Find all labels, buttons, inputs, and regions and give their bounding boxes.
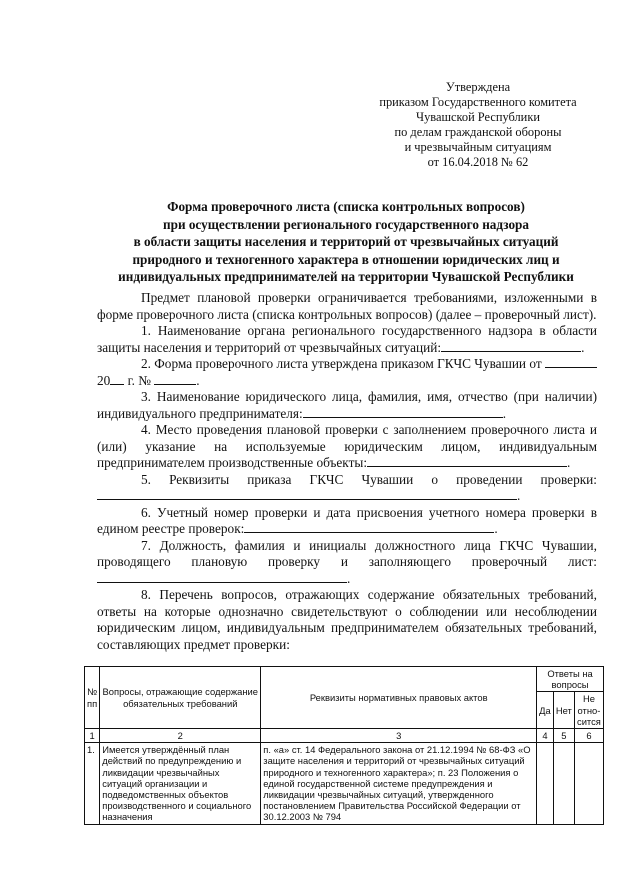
blank-field[interactable] <box>441 340 581 352</box>
blank-field[interactable] <box>244 521 494 533</box>
approval-line: по делам гражданской обороны <box>394 125 562 139</box>
approval-line: Чувашской Республики <box>416 110 540 124</box>
item-6: 6. Учетный номер проверки и дата присвоения учетного номера проверки в едином реестре проверок: . <box>97 504 597 536</box>
item-7-text: 7. Должность, фамилия и инициалы должностного лица ГКЧС Чувашии, проводящего плановую проверку и заполняющего проверочный лист: <box>97 537 597 569</box>
item-5: 5. Реквизиты приказа ГКЧС Чувашии о проведении проверки:. <box>97 472 597 505</box>
column-number: 5 <box>553 729 574 743</box>
column-number: 6 <box>574 729 603 743</box>
row-requisites: п. «а» ст. 14 Федерального закона от 21.12.1994 № 68-ФЗ «О защите населения и территорий от чрезвычайных ситуаций природного и техногенного характера»; п. 23 Положения о единой государственной системе предупреждения и ликвидации чрезвычайных ситуаций, утвержденного постановлением Правительства Российской Федерации от 30.12.2003 № 794 <box>261 743 537 824</box>
blank-field[interactable] <box>97 488 517 500</box>
answer-na-cell[interactable] <box>574 743 603 824</box>
header-question: Вопросы, отражающие содержание обязательных требований <box>100 667 261 729</box>
column-number: 2 <box>100 729 261 743</box>
table-header-row <box>85 667 604 692</box>
item-4: 4. Место проведения плановой проверки с заполнением проверочного листа и (или) указание на используемые юридическим лицом, индивидуальным предпринимателем производственные объекты: . <box>97 422 597 470</box>
document-title <box>90 198 602 286</box>
year-prefix: 20 <box>97 372 111 388</box>
header-na: Не отно- сится <box>574 692 603 729</box>
number-label: г. № <box>127 372 151 388</box>
column-number: 1 <box>85 729 100 743</box>
item-1: 1. Наименование органа регионального государственного надзора в области защиты населения и территорий от чрезвычайных ситуаций: . <box>97 323 597 355</box>
title-line: Форма проверочного листа (списка контрольных вопросов) <box>167 199 525 214</box>
item-3: 3. Наименование юридического лица, фамилия, имя, отчество (при наличии) индивидуального предпринимателя: . <box>97 389 597 421</box>
item-7: 7. Должность, фамилия и инициалы должностного лица ГКЧС Чувашии, проводящего плановую проверку и заполняющего проверочный лист:. <box>97 537 597 586</box>
header-no: Нет <box>553 692 574 729</box>
document-body <box>97 290 597 653</box>
item-3-text: 3. Наименование юридического лица, фамилия, имя, отчество (при наличии) индивидуального предпринимателя: <box>97 389 597 421</box>
header-answers: Ответы на вопросы <box>537 667 604 692</box>
approval-block <box>368 80 588 170</box>
checklist-table <box>84 666 604 825</box>
blank-field[interactable] <box>154 373 196 385</box>
column-number: 4 <box>537 729 554 743</box>
item-5-text: 5. Реквизиты приказа ГКЧС Чувашии о проведении проверки: <box>141 471 597 487</box>
title-line: при осуществлении регионального государственного надзора <box>163 216 529 232</box>
title-line: в области защиты населения и территорий от чрезвычайных ситуаций <box>133 234 559 249</box>
intro-paragraph: Предмет плановой проверки ограничивается требованиями, изложенными в форме проверочного листа (списка контрольных вопросов) (далее – проверочный лист). <box>97 290 597 322</box>
header-num: № пп <box>85 667 100 729</box>
column-number-row <box>85 729 604 743</box>
approval-line: от 16.04.2018 № 62 <box>427 155 529 169</box>
item-1-text: 1. Наименование органа регионального государственного надзора в области защиты населения и территорий от чрезвычайных ситуаций: <box>97 323 597 355</box>
item-2: 2. Форма проверочного листа утверждена приказом ГКЧС Чувашии от 20 г. № . <box>97 356 597 389</box>
blank-field[interactable] <box>97 571 347 583</box>
item-2-text: 2. Форма проверочного листа утверждена приказом ГКЧС Чувашии от <box>141 356 542 371</box>
answer-yes-cell[interactable] <box>537 743 554 824</box>
title-line: индивидуальных предпринимателей на территории Чувашской Республики <box>118 269 574 284</box>
approval-line: и чрезвычайным ситуациям <box>404 140 552 154</box>
header-yes: Да <box>537 692 554 729</box>
approval-line: приказом Государственного комитета <box>379 95 577 109</box>
column-number: 3 <box>261 729 537 743</box>
table-row <box>85 743 604 824</box>
row-num: 1. <box>85 743 100 824</box>
approval-line: Утверждена <box>445 80 511 94</box>
header-requisites: Реквизиты нормативных правовых актов <box>261 667 537 729</box>
blank-field[interactable] <box>110 373 124 385</box>
item-4-text: 4. Место проведения плановой проверки с заполнением проверочного листа и (или) указание на используемые юридическим лицом, индивидуальным предпринимателем производственные объекты: <box>97 422 597 470</box>
blank-field[interactable] <box>303 406 503 418</box>
title-line: природного и техногенного характера в отношении юридических лиц и <box>132 251 560 267</box>
blank-field[interactable] <box>545 356 597 368</box>
item-6-text: 6. Учетный номер проверки и дата присвоения учетного номера проверки в едином реестре проверок: <box>97 504 597 536</box>
row-question: Имеется утверждённый план действий по предупреждению и ликвидации чрезвычайных ситуаций организации и подведомственных объектов производственного и социального назначения <box>100 743 261 824</box>
answer-no-cell[interactable] <box>553 743 574 824</box>
item-8: 8. Перечень вопросов, отражающих содержание обязательных требований, ответы на которые однозначно свидетельствуют о соблюдении или несоблюдении юридическим лицом, индивидуальным предпринимателем обязательных требований, составляющих предмет проверки: <box>97 587 597 652</box>
blank-field[interactable] <box>367 455 567 467</box>
